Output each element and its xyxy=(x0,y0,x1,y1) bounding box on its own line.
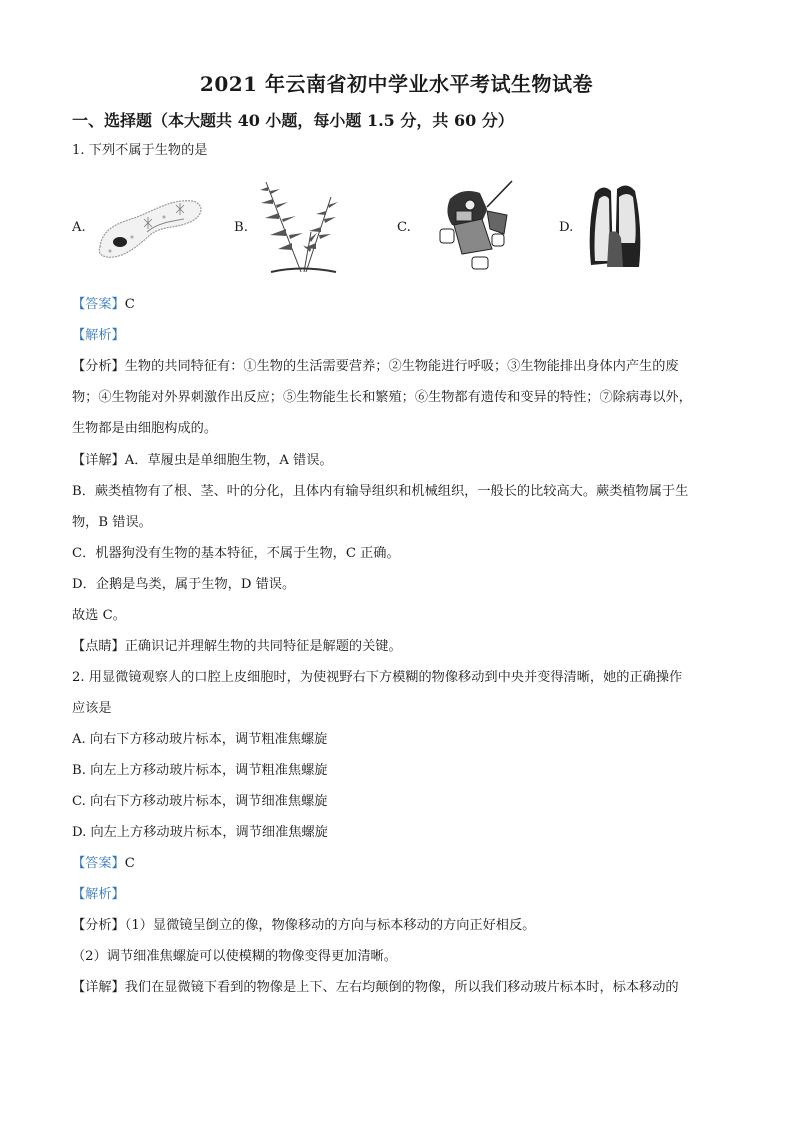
paramecium-image xyxy=(92,187,207,267)
q1-xiangjie-line-5: D．企鹅是鸟类，属于生物，D 错误。 xyxy=(72,577,296,592)
section-heading: 一、选择题（本大题共 40 小题，每小题 1.5 分，共 60 分） xyxy=(72,111,514,130)
document-title: 2021 年云南省初中学业水平考试生物试卷 xyxy=(199,72,594,96)
q1-xiangjie-line-4: C．机器狗没有生物的基本特征，不属于生物，C 正确。 xyxy=(72,546,400,561)
q1-analysis-tag: 【解析】 xyxy=(72,328,125,343)
q2-fenxi-line-1: 【分析】（1）显微镜呈倒立的像，物像移动的方向与标本移动的方向正好相反。 xyxy=(72,918,536,933)
q1-stem: 1. 下列不属于生物的是 xyxy=(72,143,208,158)
answer-tag: 【答案】 xyxy=(72,297,125,312)
q1-fenxi-line-2: 物；④生物能对外界刺激作出反应；⑤生物能生长和繁殖；⑥生物都有遗传和变异的特性；⑦除病毒以外， xyxy=(72,390,692,405)
q2-xiangjie-line-1: 【详解】我们在显微镜下看到的物像是上下、左右均颠倒的物像，所以我们移动玻片标本时，标本移动的 xyxy=(72,980,679,995)
answer-value: C xyxy=(124,856,135,871)
q1-fenxi-line-3: 生物都是由细胞构成的。 xyxy=(72,421,218,436)
fern-image xyxy=(256,177,346,277)
q2-stem-line-1: 2. 用显微镜观察人的口腔上皮细胞时，为使视野右下方模糊的物像移动到中央并变得清晰，她的正确操作 xyxy=(72,670,683,685)
option-label: A. xyxy=(72,220,86,235)
option-label: D. xyxy=(559,220,574,235)
q1-answer xyxy=(72,296,135,314)
q1-xiangjie-line-1: 【详解】A．草履虫是单细胞生物，A 错误。 xyxy=(72,453,333,468)
q1-xiangjie-line-6: 故选 C。 xyxy=(72,608,126,623)
option-label: C. xyxy=(397,220,411,235)
penguins-image xyxy=(585,183,645,273)
q1-xiangjie-line-3: 物，B 错误。 xyxy=(72,515,152,530)
q2-option-d: D. 向左上方移动玻片标本，调节细准焦螺旋 xyxy=(72,825,328,840)
answer-value: C xyxy=(124,297,135,312)
q2-analysis-tag: 【解析】 xyxy=(72,887,125,902)
q2-stem-line-2: 应该是 xyxy=(72,701,112,716)
q1-options xyxy=(72,175,722,280)
q2-answer xyxy=(72,855,135,873)
q1-fenxi-line-1: 【分析】生物的共同特征有：①生物的生活需要营养；②生物能进行呼吸；③生物能排出身体内产生的废 xyxy=(72,359,679,374)
q1-dianjing: 【点睛】正确识记并理解生物的共同特征是解题的关键。 xyxy=(72,639,402,654)
q2-option-c: C. 向右下方移动玻片标本，调节细准焦螺旋 xyxy=(72,794,328,809)
q2-fenxi-line-2: （2）调节细准焦螺旋可以使模糊的物像变得更加清晰。 xyxy=(72,949,397,964)
answer-tag: 【答案】 xyxy=(72,856,125,871)
option-label: B. xyxy=(234,220,248,235)
q1-xiangjie-line-2: B．蕨类植物有了根、茎、叶的分化，且体内有输导组织和机械组织，一般长的比较高大。蕨类植物属于生 xyxy=(72,484,689,499)
q2-option-b: B. 向左上方移动玻片标本，调节粗准焦螺旋 xyxy=(72,763,328,778)
robot-dog-image xyxy=(432,179,522,274)
q2-option-a: A. 向右下方移动玻片标本，调节粗准焦螺旋 xyxy=(72,732,328,747)
